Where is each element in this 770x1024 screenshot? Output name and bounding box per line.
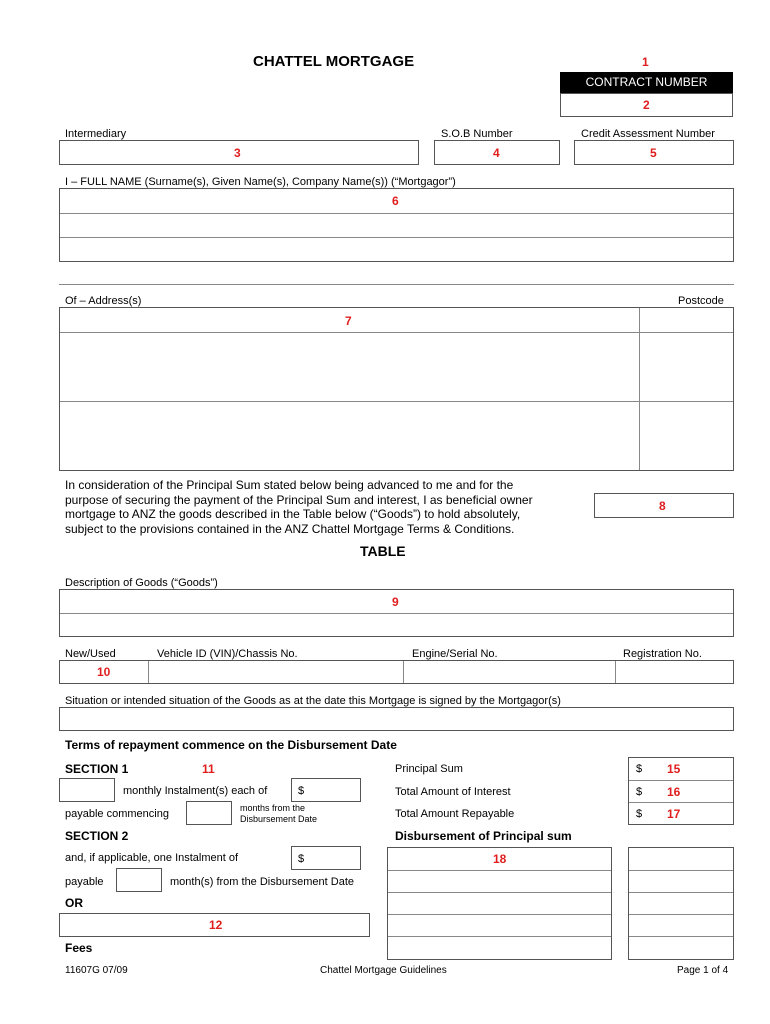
situation-field[interactable] xyxy=(59,707,734,731)
interest-dollar: $ xyxy=(636,786,643,798)
payable-months-field[interactable] xyxy=(116,868,162,892)
marker-8: 8 xyxy=(659,499,666,513)
credit-field[interactable] xyxy=(574,140,734,165)
page-title: CHATTEL MORTGAGE xyxy=(253,53,415,70)
sob-label: S.O.B Number xyxy=(441,128,513,140)
payable-commencing-label: payable commencing xyxy=(65,808,169,820)
sob-field[interactable] xyxy=(434,140,560,165)
payable-label: payable xyxy=(65,876,104,888)
marker-17: 17 xyxy=(667,807,681,821)
months-from-line-1: months from the xyxy=(240,803,306,813)
commencing-months-field[interactable] xyxy=(186,801,232,825)
marker-6: 6 xyxy=(392,194,399,208)
marker-16: 16 xyxy=(667,785,681,799)
contract-number-header: CONTRACT NUMBER xyxy=(560,72,733,93)
disbursement-amount-field[interactable] xyxy=(628,847,734,960)
marker-1: 1 xyxy=(642,55,649,69)
marker-15: 15 xyxy=(667,762,681,776)
instalments-count-field[interactable] xyxy=(59,778,115,802)
one-instalment-dollar: $ xyxy=(298,853,305,865)
disbursement-heading: Disbursement of Principal sum xyxy=(395,829,572,843)
fullname-field[interactable] xyxy=(59,188,734,262)
consideration-line-4: subject to the provisions contained in the ANZ Chattel Mortgage Terms & Conditions. xyxy=(65,521,515,536)
consideration-line-2: purpose of securing the payment of the Principal Sum and interest, I as beneficial owner xyxy=(65,492,533,507)
total-interest-label: Total Amount of Interest xyxy=(395,786,511,798)
marker-4: 4 xyxy=(493,146,500,160)
section1-heading: SECTION 1 xyxy=(65,762,129,776)
contract-number-field[interactable] xyxy=(560,93,733,117)
instalments-label: monthly Instalment(s) each of xyxy=(123,785,268,797)
marker-9: 9 xyxy=(392,595,399,609)
address-label: Of – Address(s) xyxy=(65,295,142,307)
instalment-dollar: $ xyxy=(298,785,305,797)
postcode-label: Postcode xyxy=(678,295,724,307)
marker-11: 11 xyxy=(202,762,215,776)
total-repayable-label: Total Amount Repayable xyxy=(395,808,515,820)
consideration-line-3: mortgage to ANZ the goods described in the Table below (“Goods”) to hold absolutely, xyxy=(65,507,521,521)
disbursement-payee-field[interactable] xyxy=(387,847,612,960)
section2-heading: SECTION 2 xyxy=(65,829,129,843)
new-used-label: New/Used xyxy=(65,648,116,660)
or-label: OR xyxy=(65,896,83,910)
amounts-box[interactable] xyxy=(628,757,734,825)
footer-code: 11607G 07/09 xyxy=(65,965,128,976)
marker-3: 3 xyxy=(234,146,241,160)
terms-heading: Terms of repayment commence on the Disbursement Date xyxy=(65,738,397,752)
marker-7: 7 xyxy=(345,314,352,328)
registration-label: Registration No. xyxy=(623,648,702,660)
situation-label: Situation or intended situation of the Goods as at the date this Mortgage is signed by the Mortgagor(s) xyxy=(65,695,561,707)
or-field[interactable] xyxy=(59,913,370,937)
repayable-dollar: $ xyxy=(636,808,643,820)
vin-label: Vehicle ID (VIN)/Chassis No. xyxy=(157,648,298,660)
footer-page: Page 1 of 4 xyxy=(677,965,729,976)
fullname-label: I – FULL NAME (Surname(s), Given Name(s), Company Name(s)) (“Mortgagor”) xyxy=(65,176,456,188)
marker-18: 18 xyxy=(493,852,507,866)
one-instalment-label: and, if applicable, one Instalment of xyxy=(65,852,239,864)
principal-sum-label: Principal Sum xyxy=(395,763,463,775)
goods-label: Description of Goods (“Goods”) xyxy=(65,577,218,589)
marker-12: 12 xyxy=(209,918,223,932)
consideration-line-1: In consideration of the Principal Sum stated below being advanced to me and for the xyxy=(65,478,514,492)
footer-title: Chattel Mortgage Guidelines xyxy=(320,965,447,976)
principal-dollar: $ xyxy=(636,763,643,775)
marker-2: 2 xyxy=(643,98,650,112)
marker-5: 5 xyxy=(650,146,657,160)
section2-months-from: month(s) from the Disbursement Date xyxy=(170,876,355,888)
months-from-line-2: Disbursement Date xyxy=(240,814,318,824)
fees-label: Fees xyxy=(65,941,93,955)
consideration-paragraph xyxy=(65,478,533,536)
engine-label: Engine/Serial No. xyxy=(412,648,498,660)
table-heading: TABLE xyxy=(360,543,406,559)
address-field[interactable] xyxy=(59,307,734,471)
months-from-note xyxy=(240,803,317,825)
one-instalment-field[interactable] xyxy=(291,846,361,870)
intermediary-label: Intermediary xyxy=(65,128,127,140)
goods-field[interactable] xyxy=(59,589,734,637)
instalment-amount-field[interactable] xyxy=(291,778,361,802)
credit-label: Credit Assessment Number xyxy=(581,128,715,140)
intermediary-field[interactable] xyxy=(59,140,419,165)
vehicle-fields[interactable] xyxy=(59,660,734,684)
principal-sum-box[interactable] xyxy=(594,493,734,518)
marker-10: 10 xyxy=(97,665,111,679)
